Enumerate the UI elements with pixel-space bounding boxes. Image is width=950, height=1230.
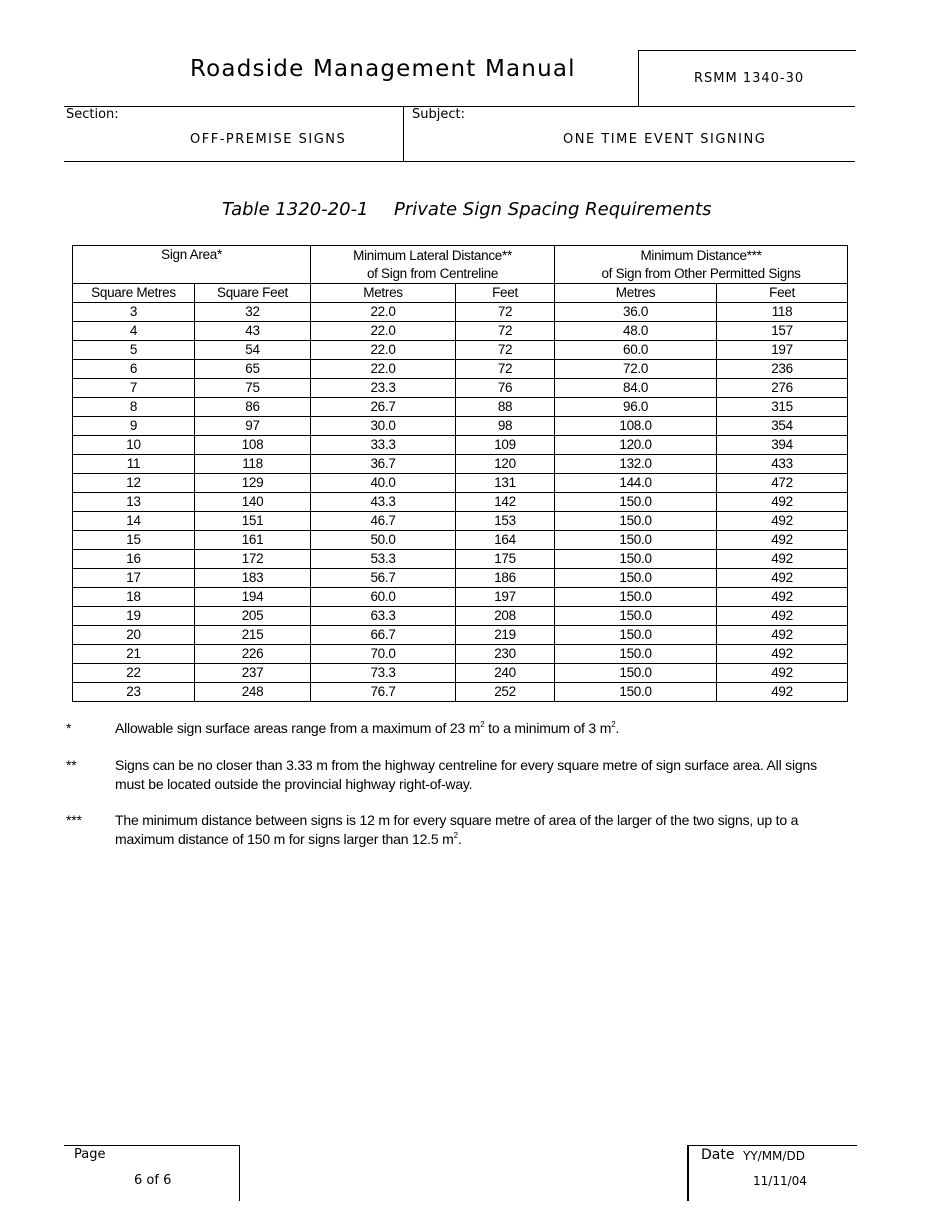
table-cell: 22 <box>73 664 195 683</box>
table-cell: 75 <box>195 379 311 398</box>
table-row <box>73 474 848 493</box>
table-cell: 153 <box>456 512 555 531</box>
footnote-2-mark: ** <box>66 757 77 773</box>
table-cell: 205 <box>195 607 311 626</box>
page-number: 6 of 6 <box>134 1173 172 1188</box>
header-lateral-distance <box>311 246 555 284</box>
table-cell: 208 <box>456 607 555 626</box>
table-cell: 72 <box>456 341 555 360</box>
table-cell: 108.0 <box>555 417 717 436</box>
table-cell: 72 <box>456 322 555 341</box>
table-row <box>73 607 848 626</box>
table-cell: 15 <box>73 531 195 550</box>
section-label: Section: <box>66 107 119 122</box>
table-cell: 492 <box>717 664 848 683</box>
table-cell: 54 <box>195 341 311 360</box>
header-sign-area: Sign Area* <box>73 246 311 284</box>
table-cell: 108 <box>195 436 311 455</box>
table-cell: 72.0 <box>555 360 717 379</box>
footnote-3-part-b: . <box>457 831 462 847</box>
table-cell: 53.3 <box>311 550 456 569</box>
table-cell: 194 <box>195 588 311 607</box>
date-format: YY/MM/DD <box>743 1149 805 1163</box>
table-cell: 88 <box>456 398 555 417</box>
document-code: RSMM 1340-30 <box>694 71 805 86</box>
table-cell: 197 <box>717 341 848 360</box>
table-row <box>73 664 848 683</box>
table-cell: 151 <box>195 512 311 531</box>
table-cell: 50.0 <box>311 531 456 550</box>
table-row <box>73 588 848 607</box>
table-cell: 118 <box>195 455 311 474</box>
table-cell: 17 <box>73 569 195 588</box>
table-cell: 21 <box>73 645 195 664</box>
table-cell: 16 <box>73 550 195 569</box>
table-cell: 86 <box>195 398 311 417</box>
table-cell: 219 <box>456 626 555 645</box>
table-cell: 23.3 <box>311 379 456 398</box>
table-cell: 144.0 <box>555 474 717 493</box>
table-cell: 492 <box>717 683 848 702</box>
table-cell: 150.0 <box>555 550 717 569</box>
table-cell: 19 <box>73 607 195 626</box>
table-cell: 140 <box>195 493 311 512</box>
table-cell: 60.0 <box>555 341 717 360</box>
column-header: Square Metres <box>73 284 195 303</box>
table-row <box>73 493 848 512</box>
table-row <box>73 531 848 550</box>
table-cell: 492 <box>717 550 848 569</box>
footnote-1-sup-b: 2 <box>611 720 616 729</box>
table-cell: 120.0 <box>555 436 717 455</box>
table-row <box>73 455 848 474</box>
date-value: 11/11/04 <box>753 1174 807 1188</box>
table-cell: 22.0 <box>311 303 456 322</box>
table-cell: 492 <box>717 626 848 645</box>
table-cell: 150.0 <box>555 493 717 512</box>
table-cell: 315 <box>717 398 848 417</box>
header-lateral-line1: Minimum Lateral Distance** <box>353 247 512 263</box>
table-cell: 197 <box>456 588 555 607</box>
header-rule-bottom <box>64 161 855 162</box>
table-cell: 23 <box>73 683 195 702</box>
table-cell: 492 <box>717 531 848 550</box>
table-row <box>73 550 848 569</box>
document-title: Roadside Management Manual <box>190 56 576 82</box>
table-cell: 3 <box>73 303 195 322</box>
footnote-3-text <box>115 811 835 849</box>
table-cell: 150.0 <box>555 664 717 683</box>
table-cell: 230 <box>456 645 555 664</box>
table-cell: 36.7 <box>311 455 456 474</box>
table-cell: 472 <box>717 474 848 493</box>
footnote-3-part-a: The minimum distance between signs is 12 m for every square metre of area of the larger of the two signs, up to a maximum distance of 150 m for signs larger than 12.5 m <box>115 812 799 847</box>
table-row <box>73 303 848 322</box>
column-header: Metres <box>311 284 456 303</box>
table-cell: 9 <box>73 417 195 436</box>
table-cell: 40.0 <box>311 474 456 493</box>
table-body <box>73 303 848 702</box>
table-cell: 20 <box>73 626 195 645</box>
footnote-1-part-a: Allowable sign surface areas range from a maximum of 23 m <box>115 720 481 736</box>
sign-spacing-table <box>72 245 848 702</box>
header-distance-line1: Minimum Distance*** <box>640 247 762 263</box>
table-cell: 186 <box>456 569 555 588</box>
table-cell: 237 <box>195 664 311 683</box>
table-cell: 492 <box>717 607 848 626</box>
table-cell: 164 <box>456 531 555 550</box>
table-cell: 22.0 <box>311 341 456 360</box>
table-cell: 226 <box>195 645 311 664</box>
table-cell: 76.7 <box>311 683 456 702</box>
table-cell: 240 <box>456 664 555 683</box>
table-cell: 492 <box>717 569 848 588</box>
column-header: Feet <box>717 284 848 303</box>
table-cell: 72 <box>456 360 555 379</box>
table-cell: 12 <box>73 474 195 493</box>
table-cell: 63.3 <box>311 607 456 626</box>
header-divider <box>403 106 404 161</box>
table-row <box>73 398 848 417</box>
date-label: Date <box>701 1147 735 1163</box>
header-distance-line2: of Sign from Other Permitted Signs <box>601 265 801 281</box>
table-cell: 13 <box>73 493 195 512</box>
table-cell: 236 <box>717 360 848 379</box>
table-cell: 8 <box>73 398 195 417</box>
table-cell: 161 <box>195 531 311 550</box>
table-cell: 129 <box>195 474 311 493</box>
table-cell: 118 <box>717 303 848 322</box>
table-row <box>73 436 848 455</box>
table-row <box>73 322 848 341</box>
table-row <box>73 512 848 531</box>
table-cell: 6 <box>73 360 195 379</box>
header-lateral-line2: of Sign from Centreline <box>366 265 499 281</box>
table-cell: 66.7 <box>311 626 456 645</box>
table-cell: 150.0 <box>555 626 717 645</box>
table-row <box>73 360 848 379</box>
section-value: OFF-PREMISE SIGNS <box>190 132 347 147</box>
table-cell: 30.0 <box>311 417 456 436</box>
table-cell: 183 <box>195 569 311 588</box>
table-row <box>73 626 848 645</box>
footnote-1-part-c: . <box>615 720 620 736</box>
subject-label: Subject: <box>412 107 465 122</box>
table-cell: 394 <box>717 436 848 455</box>
table-cell: 7 <box>73 379 195 398</box>
table-cell: 142 <box>456 493 555 512</box>
column-header: Metres <box>555 284 717 303</box>
table-cell: 11 <box>73 455 195 474</box>
header-min-distance <box>555 246 848 284</box>
table-cell: 492 <box>717 588 848 607</box>
footnote-2-text: Signs can be no closer than 3.33 m from the highway centreline for every square metre of sign surface area. All signs must be located outside the provincial highway right-of-way. <box>115 757 817 792</box>
table-cell: 172 <box>195 550 311 569</box>
table-cell: 252 <box>456 683 555 702</box>
footnote-1-mark: * <box>66 720 72 736</box>
table-cell: 14 <box>73 512 195 531</box>
footnote-1-text <box>115 719 835 738</box>
table-cell: 43.3 <box>311 493 456 512</box>
table-cell: 150.0 <box>555 607 717 626</box>
table-caption <box>222 199 711 220</box>
table-cell: 433 <box>717 455 848 474</box>
table-cell: 22.0 <box>311 360 456 379</box>
table-cell: 65 <box>195 360 311 379</box>
table-cell: 73.3 <box>311 664 456 683</box>
table-cell: 492 <box>717 645 848 664</box>
subject-value: ONE TIME EVENT SIGNING <box>563 132 767 147</box>
table-cell: 132.0 <box>555 455 717 474</box>
table-cell: 150.0 <box>555 683 717 702</box>
table-cell: 175 <box>456 550 555 569</box>
table-cell: 157 <box>717 322 848 341</box>
table-cell: 97 <box>195 417 311 436</box>
table-cell: 276 <box>717 379 848 398</box>
table-cell: 5 <box>73 341 195 360</box>
footnote-1-part-b: to a minimum of 3 m <box>484 720 612 736</box>
column-header: Square Feet <box>195 284 311 303</box>
table-cell: 215 <box>195 626 311 645</box>
table-cell: 10 <box>73 436 195 455</box>
table-cell: 150.0 <box>555 588 717 607</box>
table-cell: 150.0 <box>555 569 717 588</box>
table-cell: 33.3 <box>311 436 456 455</box>
table-cell: 48.0 <box>555 322 717 341</box>
table-cell: 84.0 <box>555 379 717 398</box>
table-row <box>73 645 848 664</box>
table-cell: 36.0 <box>555 303 717 322</box>
table-cell: 98 <box>456 417 555 436</box>
table-cell: 109 <box>456 436 555 455</box>
table-row <box>73 417 848 436</box>
table-cell: 26.7 <box>311 398 456 417</box>
table-cell: 43 <box>195 322 311 341</box>
table-cell: 492 <box>717 493 848 512</box>
table-cell: 150.0 <box>555 512 717 531</box>
sub-header-row <box>73 284 848 303</box>
table-cell: 46.7 <box>311 512 456 531</box>
table-title: Private Sign Spacing Requirements <box>394 199 712 220</box>
table-cell: 18 <box>73 588 195 607</box>
table-cell: 70.0 <box>311 645 456 664</box>
table-cell: 150.0 <box>555 531 717 550</box>
column-header: Feet <box>456 284 555 303</box>
table-cell: 131 <box>456 474 555 493</box>
page-label: Page <box>74 1147 106 1162</box>
table-cell: 32 <box>195 303 311 322</box>
footnote-3-mark: *** <box>66 812 82 828</box>
table-cell: 492 <box>717 512 848 531</box>
table-row <box>73 683 848 702</box>
table-cell: 4 <box>73 322 195 341</box>
table-cell: 120 <box>456 455 555 474</box>
table-cell: 22.0 <box>311 322 456 341</box>
table-row <box>73 569 848 588</box>
table-cell: 56.7 <box>311 569 456 588</box>
table-number: Table 1320-20-1 <box>222 199 369 220</box>
footnote-3-sup: 2 <box>453 831 458 840</box>
table-cell: 76 <box>456 379 555 398</box>
footnote-1-sup-a: 2 <box>480 720 485 729</box>
table-row <box>73 341 848 360</box>
table-cell: 150.0 <box>555 645 717 664</box>
table-cell: 248 <box>195 683 311 702</box>
table-cell: 72 <box>456 303 555 322</box>
table-cell: 354 <box>717 417 848 436</box>
table-cell: 60.0 <box>311 588 456 607</box>
table-cell: 96.0 <box>555 398 717 417</box>
table-row <box>73 379 848 398</box>
